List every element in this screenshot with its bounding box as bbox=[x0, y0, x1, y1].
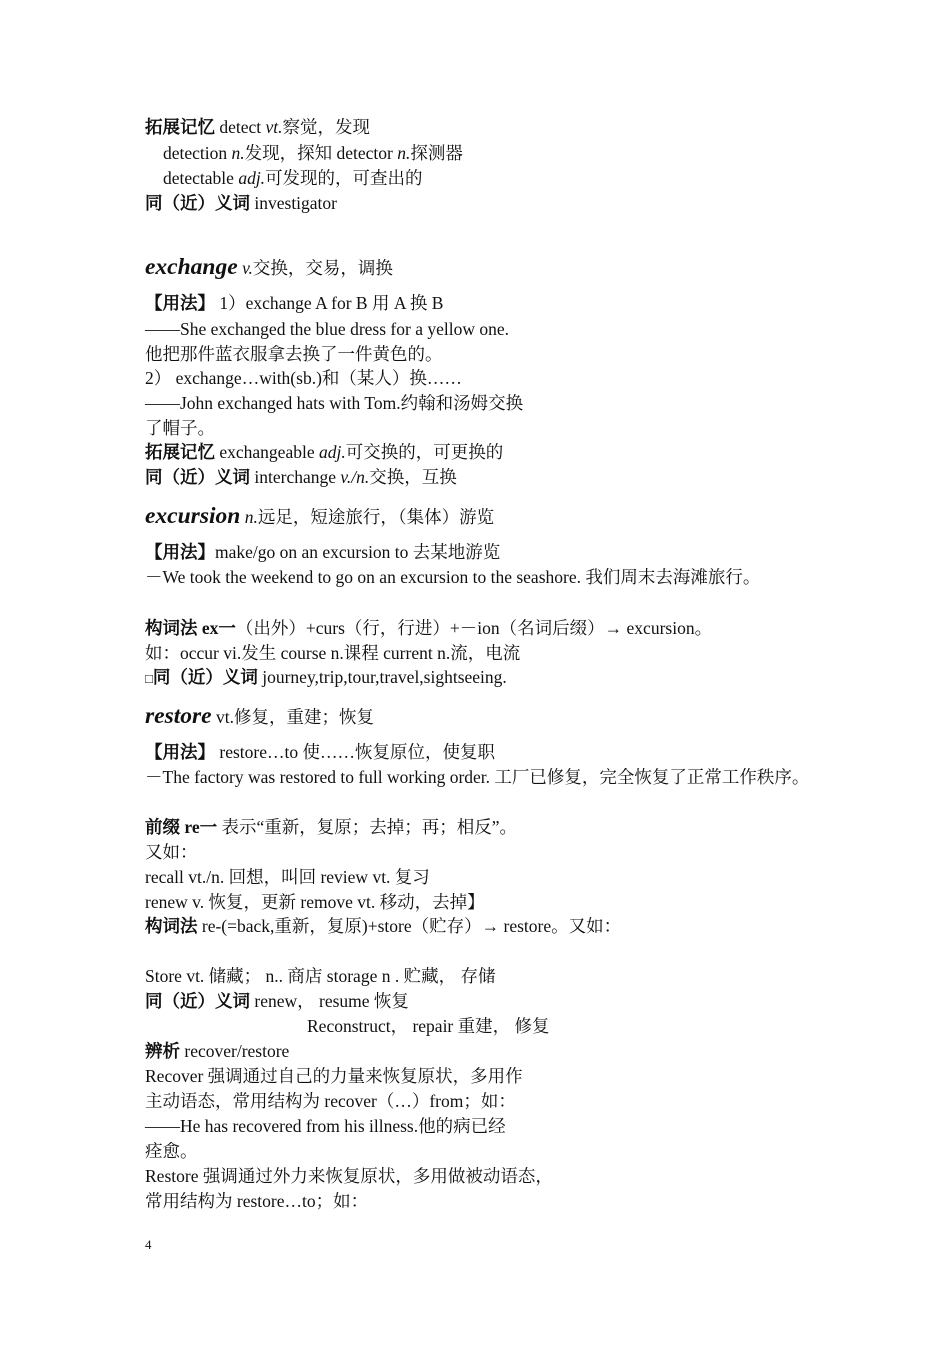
example-sentence: ——John exchanged hats with Tom.约翰和汤姆交换 bbox=[145, 393, 524, 413]
excursion-synonym-line bbox=[145, 665, 812, 689]
detect-extension-line bbox=[145, 115, 812, 139]
excursion-usage-line bbox=[145, 540, 812, 564]
restore-synonym-line bbox=[145, 989, 812, 1013]
usage-label: 【用法】 bbox=[145, 742, 215, 762]
restore-usage-line bbox=[145, 740, 812, 764]
restore-prefix-line bbox=[145, 815, 812, 839]
example-sentence: ——She exchanged the blue dress for a yellow one. bbox=[145, 319, 509, 339]
exchange-synonym-line bbox=[145, 465, 812, 489]
example-translation: 他把那件蓝衣服拿去换了一件黄色的。 bbox=[145, 344, 443, 364]
prefix-label: 前缀 re一 bbox=[145, 817, 218, 837]
usage-text: 2） exchange…with(sb.)和（某人）换…… bbox=[145, 368, 462, 388]
pos-label: adj. bbox=[238, 168, 266, 188]
synonym-meaning: 交换，互换 bbox=[369, 467, 457, 487]
usage-label: 【用法】 bbox=[145, 542, 215, 562]
synonym-label: 同（近）义词 bbox=[145, 193, 250, 213]
usage-text: 1）exchange A for B 用 A 换 B bbox=[215, 293, 444, 313]
restore-meaning: vt.修复，重建；恢复 bbox=[211, 707, 374, 727]
exchange-headword-line bbox=[145, 252, 812, 282]
distinction-note: Restore 强调通过外力来恢复原状，多用做被动语态， bbox=[145, 1166, 553, 1186]
store-line: Store vt. 储藏； n.. 商店 storage n . 贮藏， 存储 bbox=[145, 966, 496, 986]
distinction-note: 常用结构为 restore…to；如： bbox=[145, 1191, 369, 1211]
restore-headword-line bbox=[145, 701, 812, 731]
detector-meaning: 探测器 bbox=[410, 143, 463, 163]
also-label: 又如： bbox=[145, 842, 198, 862]
synonym-label: 同（近）义词 bbox=[152, 667, 258, 687]
synonym-text-continued: Reconstruct， repair 重建， 修复 bbox=[307, 1016, 550, 1036]
detect-meaning: 察觉，发现 bbox=[282, 117, 371, 137]
example-sentence: －The factory was restored to full working order. 工厂已修复，完全恢复了正常工作秩序。 bbox=[145, 767, 810, 787]
pos-label: adj. bbox=[318, 442, 346, 462]
example-sentence: －We took the weekend to go on an excursion to the seashore. 我们周末去海滩旅行。 bbox=[145, 567, 761, 587]
checkbox-bullet: □ bbox=[145, 671, 153, 686]
synonym-text: renew， resume 恢复 bbox=[250, 991, 409, 1011]
formation-text: re-(=back,重新，复原)+store（贮存）→ restore。又如： bbox=[197, 916, 622, 936]
word-pair: renew v. 恢复，更新 remove vt. 移动，去掉】 bbox=[145, 892, 485, 912]
exchange-extension-line bbox=[145, 440, 812, 464]
usage-text: make/go on an excursion to 去某地游览 bbox=[215, 542, 501, 562]
restore-distinction-line bbox=[145, 1039, 812, 1063]
distinction-note: Recover 强调通过自己的力量来恢复原状，多用作 bbox=[145, 1066, 523, 1086]
pos-label: n. bbox=[397, 143, 411, 163]
excursion-meaning: 远足，短途旅行，（集体）游览 bbox=[257, 507, 495, 527]
synonym-text: journey,trip,tour,travel,sightseeing. bbox=[257, 667, 507, 687]
example-translation: 了帽子。 bbox=[145, 418, 215, 438]
detection-meaning: 发现，探知 detector bbox=[244, 143, 398, 163]
detectable-word: detectable bbox=[163, 168, 239, 188]
prefix-text: 表示“重新，复原；去掉；再；相反”。 bbox=[217, 817, 518, 837]
synonym-label: 同（近）义词 bbox=[145, 467, 250, 487]
extension-word: exchangeable bbox=[215, 442, 319, 462]
pos-label: n. bbox=[231, 143, 245, 163]
formation-text: （出外）+curs（行，行进）+－ion（名词后缀）→ excursion。 bbox=[235, 618, 713, 638]
pos-label: vt. bbox=[265, 117, 283, 137]
distinction-label: 辨析 bbox=[145, 1041, 180, 1061]
synonym-text: investigator bbox=[250, 193, 337, 213]
headword-restore: restore bbox=[145, 703, 212, 729]
extension-label: 拓展记忆 bbox=[145, 442, 215, 462]
formation-label: 构词法 bbox=[145, 916, 198, 936]
excursion-headword-line bbox=[145, 501, 812, 531]
example-translation: 痊愈。 bbox=[145, 1141, 198, 1161]
distinction-note: 主动语态，常用结构为 recover（…）from；如： bbox=[145, 1091, 516, 1111]
excursion-formation-line bbox=[145, 616, 812, 640]
distinction-text: recover/restore bbox=[180, 1041, 290, 1061]
exchange-meaning: 交换，交易，调换 bbox=[252, 258, 393, 278]
detection-line bbox=[163, 141, 812, 165]
detectable-line bbox=[163, 166, 812, 190]
detect-synonym-line bbox=[145, 191, 812, 215]
page-number: 4 bbox=[145, 1237, 152, 1252]
extension-label: 拓展记忆 bbox=[145, 117, 215, 137]
pos-label: v. bbox=[237, 258, 253, 278]
detection-word: detection bbox=[163, 143, 232, 163]
exchange-usage-line bbox=[145, 291, 812, 315]
detect-word: detect bbox=[215, 117, 266, 137]
pos-label: n. bbox=[240, 507, 258, 527]
formation-label: 构词法 ex一 bbox=[145, 618, 236, 638]
synonym-label: 同（近）义词 bbox=[145, 991, 250, 1011]
similar-words: 如：occur vi.发生 course n.课程 current n.流，电流 bbox=[145, 643, 521, 663]
headword-exchange: exchange bbox=[145, 254, 238, 280]
extension-meaning: 可交换的，可更换的 bbox=[345, 442, 504, 462]
usage-label: 【用法】 bbox=[145, 293, 215, 313]
detectable-meaning: 可发现的，可查出的 bbox=[265, 168, 423, 188]
pos-label: v./n. bbox=[340, 467, 370, 487]
restore-formation-line bbox=[145, 914, 812, 938]
headword-excursion: excursion bbox=[145, 503, 241, 529]
example-sentence: ——He has recovered from his illness.他的病已经 bbox=[145, 1116, 506, 1136]
word-pair: recall vt./n. 回想，叫回 review vt. 复习 bbox=[145, 867, 430, 887]
synonym-word: interchange bbox=[250, 467, 341, 487]
usage-text: restore…to 使……恢复原位，使复职 bbox=[215, 742, 495, 762]
